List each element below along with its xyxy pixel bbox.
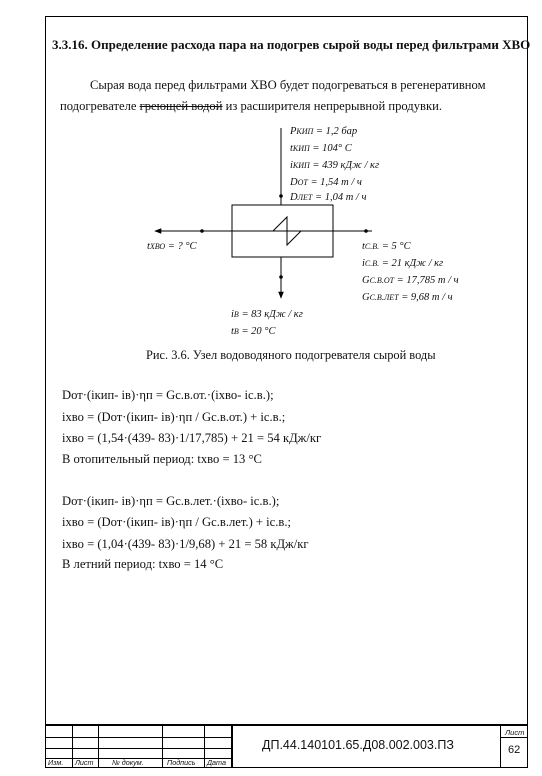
label-t-sv: tС.В. = 5 °С [362, 241, 411, 252]
title-block-sign: Подпись [167, 758, 196, 767]
title-block-izm: Изм. [48, 758, 64, 767]
steam-point [279, 194, 283, 198]
equation-ihvo-summer: iхво = (Dот·(iкип- iв)·ηп / Gс.в.лет.) + iс.в.; [62, 515, 291, 529]
label-i-v: iВ = 83 кДж / кг [231, 309, 303, 320]
label-g-sv-let: GС.В.ЛЕТ = 9,68 т / ч [362, 292, 453, 303]
title-block-doc: № докум. [112, 758, 144, 767]
equation-ihvo-summer-value: iхво = (1,04·(439- 83)·1/9,68) + 21 = 58 кДж/кг [62, 537, 309, 551]
sheet-number: 62 [508, 744, 521, 756]
section-heading: 3.3.16. Определение расхода пара на подогрев сырой воды перед фильтрами ХВО [52, 37, 531, 52]
struck-text: греющей водой [139, 99, 223, 113]
title-block-list: Лист [75, 758, 94, 767]
figure-caption: Рис. 3.6. Узел водоводяного подогревателя сырой воды [146, 348, 436, 362]
label-i-kip: iКИП = 439 кДж / кг [290, 160, 380, 171]
label-d-let: DЛЕТ = 1,04 т / ч [290, 192, 367, 203]
outlet-point [200, 229, 204, 233]
label-p-kip: PКИП = 1,2 бар [290, 126, 358, 137]
title-block-date: Дата [207, 758, 226, 767]
document-code: ДП.44.140101.65.Д08.002.003.ПЗ [262, 738, 454, 752]
result-heating-period: В отопительный период: tхво = 13 °С [62, 452, 262, 466]
intro-line-1: Сырая вода перед фильтрами ХВО будет подогреваться в регенеративном [90, 78, 486, 92]
equation-balance-summer: Dот·(iкип- iв)·ηп = Gс.в.лет.·(iхво- iс.в.); [62, 494, 280, 508]
equation-ihvo-heating-value: iхво = (1,54·(439- 83)·1/17,785) + 21 = 54 кДж/кг [62, 431, 322, 445]
result-summer-period: В летний период: tхво = 14 °С [62, 557, 224, 571]
label-t-kip: tКИП = 104° С [290, 143, 352, 154]
label-t-hvo: tХВО = ? °С [147, 241, 197, 252]
label-t-v: tВ = 20 °С [231, 326, 276, 337]
condensate-point [279, 275, 283, 279]
equation-balance-heating: Dот·(iкип- iв)·ηп = Gс.в.от.·(iхво- iс.в.); [62, 388, 274, 402]
intro-line-2-start: подогревателе [60, 99, 140, 113]
label-d-ot: DОТ = 1,54 т / ч [290, 177, 362, 188]
sheet-label: Лист [505, 728, 525, 737]
inlet-point [364, 229, 368, 233]
label-g-sv-ot: GС.В.ОТ = 17,785 т / ч [362, 275, 459, 286]
equation-ihvo-heating: iхво = (Dот·(iкип- iв)·ηп / Gс.в.от.) + iс.в.; [62, 410, 286, 424]
intro-line-2-end: из расширителя непрерывной продувки. [222, 99, 442, 113]
label-i-sv: iС.В. = 21 кДж / кг [362, 258, 444, 269]
